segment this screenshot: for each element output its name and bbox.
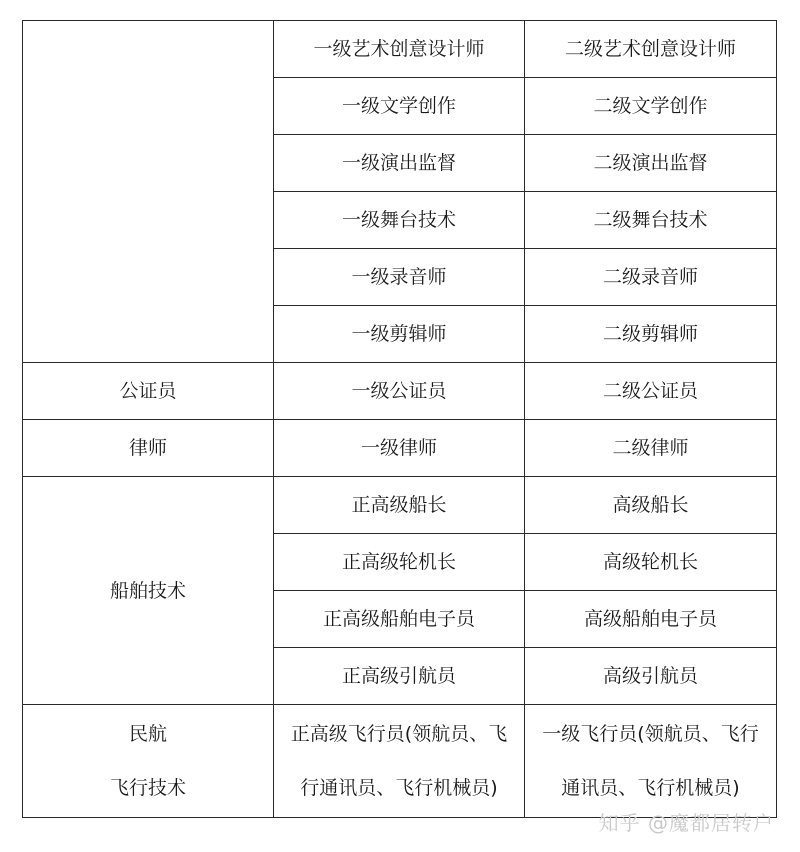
watermark: 知乎 @魔都居转户: [598, 811, 774, 835]
level2-cell: 二级演出监督: [525, 135, 777, 192]
cell-line: 一级飞行员(领航员、飞行: [542, 723, 759, 745]
level1-cell: 一级公证员: [274, 363, 525, 420]
level1-cell: [274, 705, 525, 818]
table-row: [23, 363, 777, 420]
level2-cell: 二级舞台技术: [525, 192, 777, 249]
level2-cell: 二级律师: [525, 420, 777, 477]
level2-cell: [525, 705, 777, 818]
category-line: 民航: [128, 723, 167, 745]
category-cell-lawyer: 律师: [23, 420, 274, 477]
table-row: [23, 477, 777, 534]
level2-cell: 二级录音师: [525, 249, 777, 306]
level1-cell: 正高级船舶电子员: [274, 591, 525, 648]
category-cell-ship: 船舶技术: [23, 477, 274, 705]
level2-cell: 二级剪辑师: [525, 306, 777, 363]
level1-cell: 一级文学创作: [274, 78, 525, 135]
level1-cell: 正高级船长: [274, 477, 525, 534]
level2-cell: 二级文学创作: [525, 78, 777, 135]
level1-cell: 一级录音师: [274, 249, 525, 306]
category-cell-aviation: [23, 705, 274, 818]
level2-cell: 高级船舶电子员: [525, 591, 777, 648]
table-row: [23, 705, 777, 818]
level1-cell: 一级律师: [274, 420, 525, 477]
level1-cell: 一级演出监督: [274, 135, 525, 192]
table-row: [23, 21, 777, 78]
cell-line: 正高级飞行员(领航员、飞: [290, 723, 508, 745]
level1-cell: 正高级轮机长: [274, 534, 525, 591]
qualification-table: [22, 20, 777, 818]
category-cell-art: [23, 21, 274, 363]
level2-cell: 二级公证员: [525, 363, 777, 420]
table-row: [23, 420, 777, 477]
level2-cell: 高级船长: [525, 477, 777, 534]
level2-cell: 二级艺术创意设计师: [525, 21, 777, 78]
level1-cell: 一级舞台技术: [274, 192, 525, 249]
level1-cell: 一级艺术创意设计师: [274, 21, 525, 78]
cell-line: 通讯员、飞行机械员): [561, 777, 740, 799]
level2-cell: 高级引航员: [525, 648, 777, 705]
level1-cell: 正高级引航员: [274, 648, 525, 705]
category-cell-notary: 公证员: [23, 363, 274, 420]
category-line: 飞行技术: [109, 777, 186, 799]
level1-cell: 一级剪辑师: [274, 306, 525, 363]
level2-cell: 高级轮机长: [525, 534, 777, 591]
cell-line: 行通讯员、飞行机械员): [300, 777, 498, 799]
